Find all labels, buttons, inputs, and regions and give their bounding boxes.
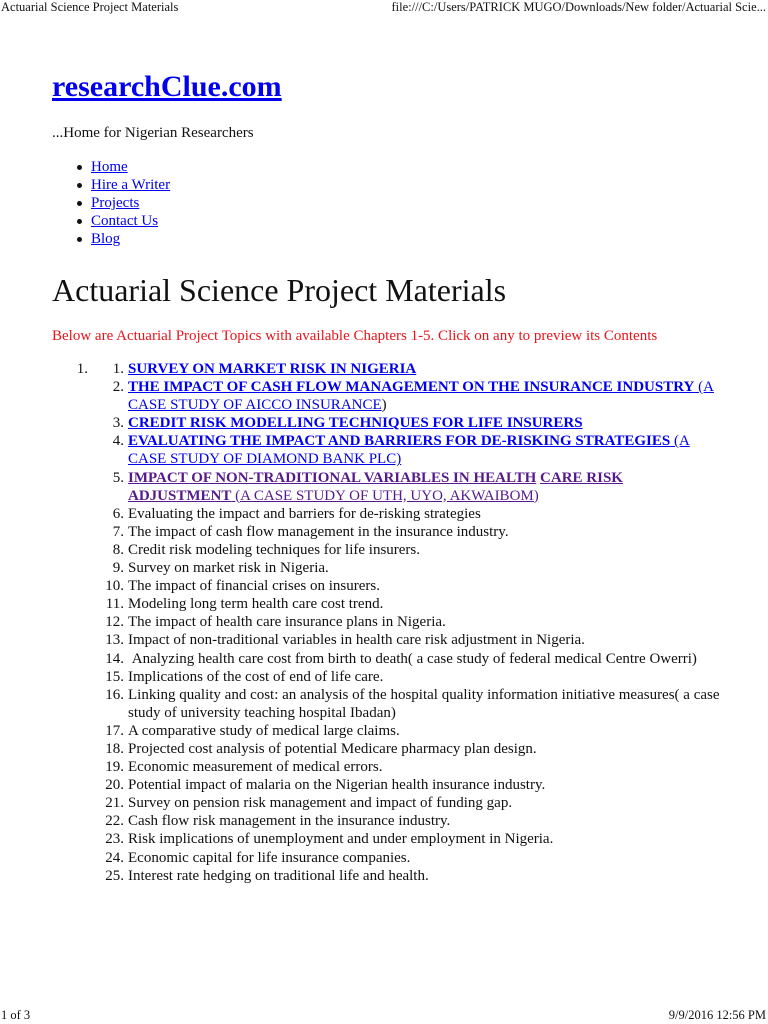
nav-item-home	[52, 158, 170, 176]
list-item	[0, 559, 768, 577]
print-header-title: Actuarial Science Project Materials	[1, 0, 179, 14]
topic-case-study: (A CASE STUDY OF UTH, UYO, AKWAIBOM)	[235, 487, 539, 504]
nav-link-blog[interactable]: Blog	[91, 231, 121, 247]
item-number: 25.	[105, 867, 124, 884]
list-item	[0, 378, 768, 414]
item-number: 4.	[112, 433, 124, 450]
list-item	[0, 867, 768, 885]
topic-title: SURVEY ON MARKET RISK IN NIGERIA	[128, 361, 417, 377]
list-item	[0, 505, 768, 523]
list-item	[0, 686, 768, 722]
item-number: 16.	[105, 686, 124, 703]
topic-link-de-risking-strategies[interactable]	[128, 433, 690, 467]
item-number: 1.	[112, 361, 124, 377]
print-footer	[0, 1008, 768, 1023]
list-item	[0, 722, 768, 740]
site-title-link[interactable]: researchClue.com	[52, 70, 282, 103]
bullet-icon	[77, 201, 82, 206]
item-text: Survey on pension risk management and impact of funding gap.	[128, 795, 513, 812]
topic-title: CREDIT RISK MODELLING TECHNIQUES FOR LIFE INSURERS	[128, 415, 583, 432]
item-text: The impact of financial crises on insurers.	[128, 578, 380, 595]
item-number: 23.	[105, 831, 124, 848]
site-tagline: ...Home for Nigerian Researchers	[52, 125, 254, 141]
item-text: Economic measurement of medical errors.	[128, 759, 383, 776]
item-text: Credit risk modeling techniques for life insurers.	[128, 541, 421, 558]
item-number: 14.	[105, 650, 124, 667]
item-text: Economic capital for life insurance companies.	[128, 849, 411, 866]
item-text: Impact of non-traditional variables in health care risk adjustment in Nigeria.	[128, 632, 585, 649]
list-item	[0, 758, 768, 776]
item-number: 8.	[112, 541, 124, 558]
item-text: Projected cost analysis of potential Medicare pharmacy plan design.	[128, 740, 537, 757]
item-number: 7.	[112, 523, 124, 540]
item-text: Survey on market risk in Nigeria.	[128, 560, 329, 577]
topic-list	[0, 360, 768, 885]
nav-item-hire-a-writer	[52, 176, 170, 194]
item-number: 3.	[112, 415, 124, 432]
item-number: 12.	[105, 614, 124, 631]
list-item	[0, 776, 768, 794]
list-item	[0, 849, 768, 867]
item-text: Cash flow risk management in the insurance industry.	[128, 813, 451, 830]
list-item	[0, 432, 768, 468]
topic-title: EVALUATING THE IMPACT AND BARRIERS FOR DE-RISKING STRATEGIES	[128, 433, 671, 450]
nav-item-contact-us	[52, 212, 170, 230]
print-header-url: file:///C:/Users/PATRICK MUGO/Downloads/New folder/Actuarial Scie...	[391, 0, 766, 14]
list-item	[0, 740, 768, 758]
topic-title: THE IMPACT OF CASH FLOW MANAGEMENT ON THE INSURANCE INDUSTRY	[128, 379, 695, 396]
item-text	[128, 378, 720, 414]
topic-link-credit-risk-modelling[interactable]	[128, 415, 583, 431]
item-number: 24.	[105, 849, 124, 866]
list-item	[0, 360, 768, 378]
item-text	[128, 469, 720, 505]
item-text: Potential impact of malaria on the Nigerian health insurance industry.	[128, 777, 546, 794]
item-text: Risk implications of unemployment and under employment in Nigeria.	[128, 831, 554, 848]
item-number: 13.	[105, 632, 124, 649]
nav-item-blog	[52, 230, 170, 248]
list-item	[0, 613, 768, 631]
nav-link-home[interactable]: Home	[91, 159, 128, 175]
item-text	[128, 432, 720, 468]
nav-link-contact-us[interactable]: Contact Us	[91, 213, 159, 229]
item-text: A comparative study of medical large claims.	[128, 722, 400, 739]
list-item	[0, 523, 768, 541]
nav-item-projects	[52, 194, 170, 212]
item-number: 9.	[112, 560, 124, 577]
item-number: 19.	[105, 759, 124, 776]
list-item	[0, 650, 768, 668]
topic-closing-paren: )	[381, 397, 387, 414]
topic-title: IMPACT OF NON-TRADITIONAL VARIABLES IN HEALTH	[128, 469, 537, 486]
outer-list-number: 1.	[76, 361, 88, 377]
intro-text: Below are Actuarial Project Topics with available Chapters 1-5. Click on any to preview its Contents	[52, 328, 658, 344]
item-text	[128, 414, 720, 432]
item-text: The impact of cash flow management in the insurance industry.	[128, 523, 509, 540]
list-item	[0, 668, 768, 686]
topic-link-survey-market-risk[interactable]	[128, 361, 416, 377]
item-text: Interest rate hedging on traditional life and health.	[128, 867, 429, 884]
item-number: 10.	[105, 578, 124, 595]
item-text: Evaluating the impact and barriers for de-risking strategies	[128, 505, 481, 522]
item-number: 15.	[105, 668, 124, 685]
list-item	[0, 414, 768, 432]
topic-case-study: (A CASE STUDY OF AICCO INSURANCE	[128, 379, 714, 414]
item-number: 11.	[105, 596, 124, 613]
topic-link-cash-flow-management[interactable]	[128, 379, 714, 413]
list-item	[0, 541, 768, 559]
nav-link-hire-a-writer[interactable]: Hire a Writer	[91, 177, 171, 193]
item-text: Implications of the cost of end of life care.	[128, 668, 384, 685]
list-item	[0, 631, 768, 649]
list-item	[0, 469, 768, 505]
print-page-number: 1 of 3	[1, 1008, 31, 1022]
item-text: Linking quality and cost: an analysis of the hospital quality information initiative measures( a case study of university teaching hospital Ibadan)	[128, 686, 724, 721]
item-text: Analyzing health care cost from birth to death( a case study of federal medical Centre Owerri)	[128, 650, 697, 667]
list-item	[0, 794, 768, 812]
main-nav	[52, 158, 170, 248]
bullet-icon	[77, 237, 82, 242]
list-item	[0, 577, 768, 595]
item-number: 21.	[105, 795, 124, 812]
topic-title-continued: CARE RISK ADJUSTMENT	[128, 469, 623, 504]
item-text	[128, 360, 720, 378]
list-item	[0, 595, 768, 613]
list-item	[0, 812, 768, 830]
bullet-icon	[77, 219, 82, 224]
item-number: 6.	[112, 505, 124, 522]
page-title: Actuarial Science Project Materials	[52, 272, 507, 308]
item-number: 5.	[112, 469, 124, 486]
item-number: 2.	[112, 379, 124, 396]
item-number: 18.	[105, 740, 124, 757]
bullet-icon	[77, 183, 82, 188]
topic-link-non-traditional-variables[interactable]	[128, 470, 536, 486]
item-text: Modeling long term health care cost trend.	[128, 596, 384, 613]
item-number: 17.	[105, 722, 124, 739]
print-datetime: 9/9/2016 12:56 PM	[668, 1008, 766, 1022]
item-text: The impact of health care insurance plans in Nigeria.	[128, 614, 446, 631]
bullet-icon	[77, 165, 82, 170]
topic-case-study: (A CASE STUDY OF DIAMOND BANK PLC)	[128, 433, 690, 468]
print-header	[0, 0, 768, 15]
item-number: 22.	[105, 813, 124, 830]
item-number: 20.	[105, 777, 124, 794]
list-item	[0, 830, 768, 848]
nav-link-projects[interactable]: Projects	[91, 195, 140, 211]
